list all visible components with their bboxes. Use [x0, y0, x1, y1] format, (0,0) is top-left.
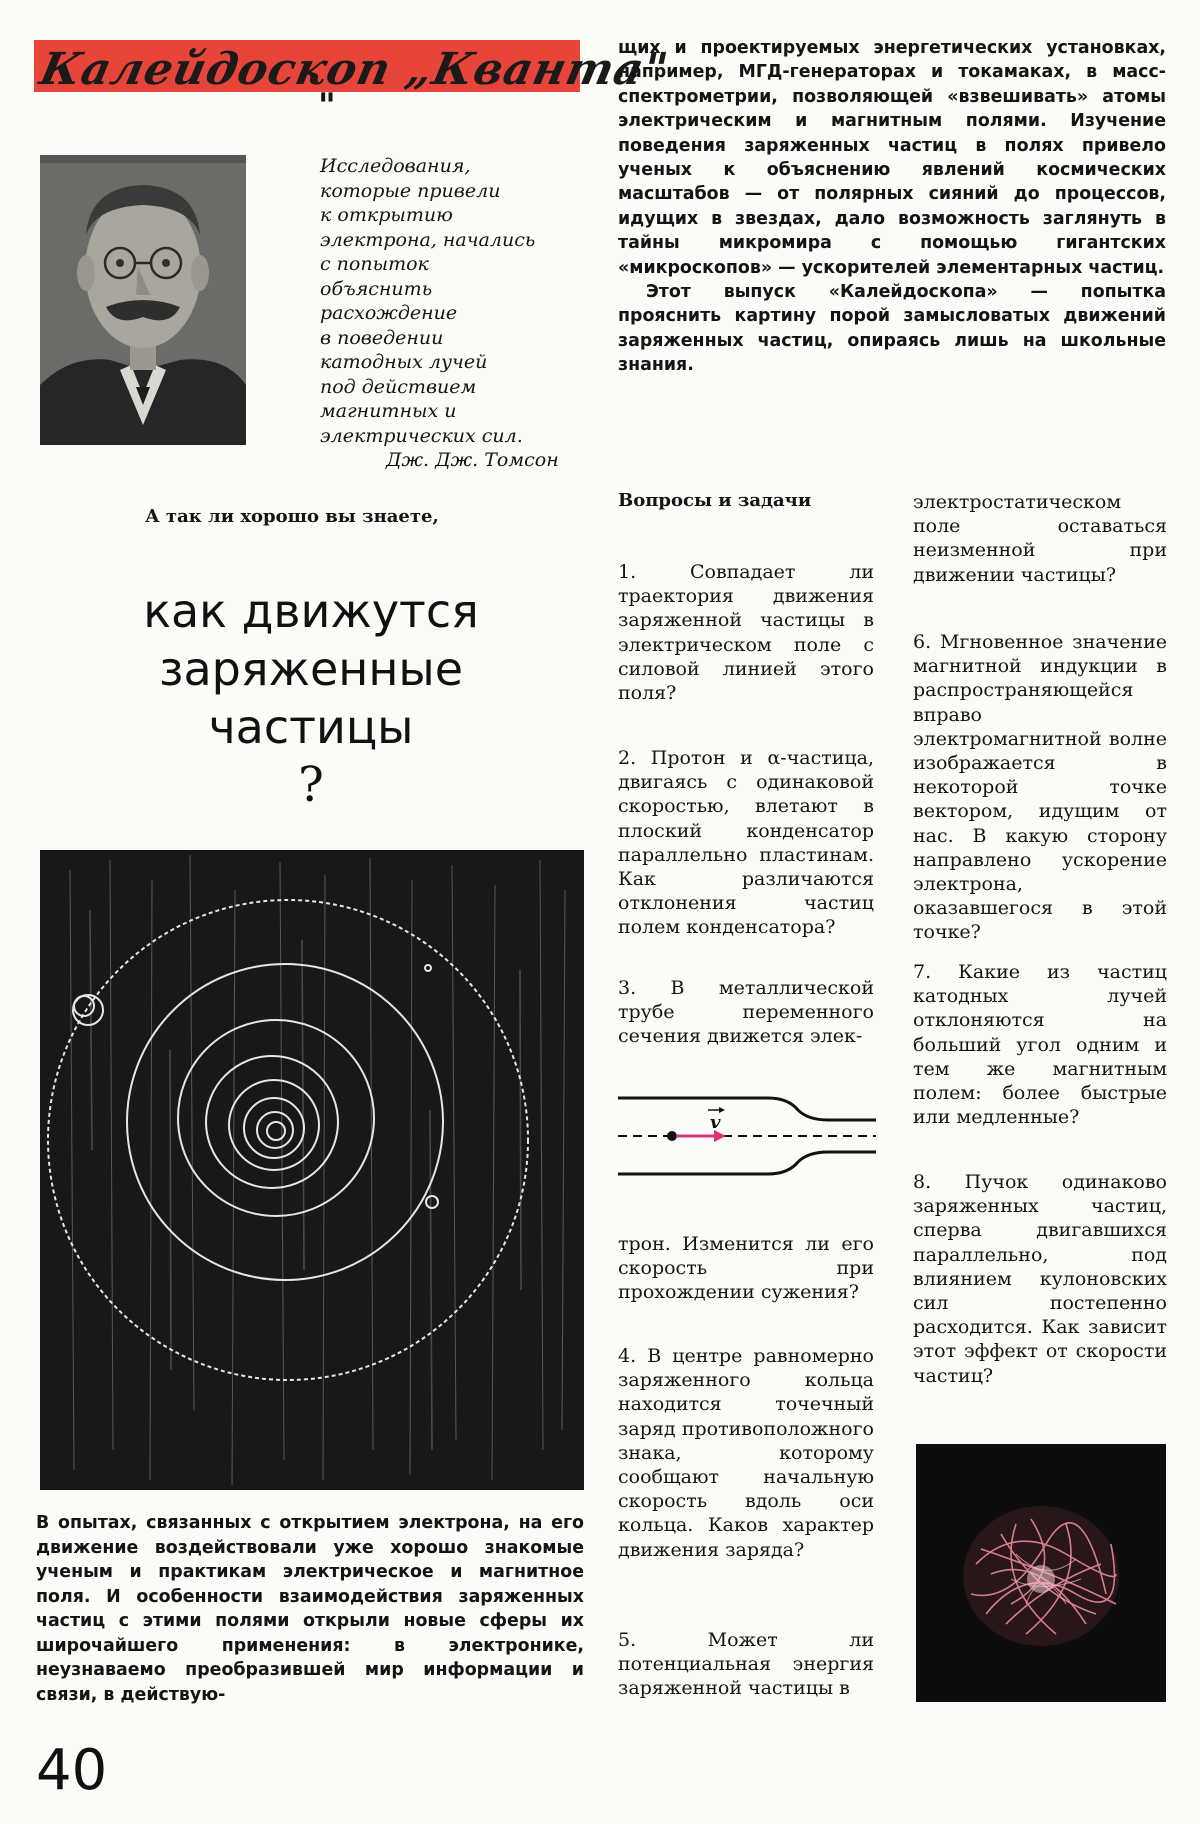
- intro-text: [618, 36, 1166, 378]
- epigraph-line: Исследования,: [320, 155, 471, 177]
- intro-paragraph-1: щих и проектируемых энергетических установках, например, МГД-генераторах и токамаках, в масс-спектрометрии, позволяющей «взвешивать» атомы электрическим и магнитным полями. Изучение поведения заряженных частиц в полях привело ученых к объяснению явлений космических масштабов — от полярных сияний до процессов, идущих в звездах, дало возможность заглянуть в тайны микромира с помощью гигантских «микроскопов» — ускорителей элементарных частиц.: [618, 38, 1166, 278]
- velocity-label: v: [710, 1112, 721, 1133]
- question-5-end: электростатическом поле оставаться неизменной при движении частицы?: [913, 491, 1167, 586]
- header-banner: [34, 40, 674, 95]
- particle-glow-photo: [916, 1444, 1166, 1702]
- question-4: 4. В центре равномерно заряженного кольца находится точечный заряд противоположного знака, которому сообщают начальную скорость вдоль оси кольца. Каков характер движения заряда?: [618, 1345, 874, 1561]
- epigraph-line: с попыток: [320, 253, 429, 275]
- question-3-start: 3. В металлической трубе переменного сечения движется элек-: [618, 977, 874, 1048]
- headline-question-mark: ?: [298, 757, 324, 813]
- banner-quote-mark: ": [318, 86, 336, 126]
- question-2: 2. Протон и α-частица, двигаясь с одинаковой скоростью, влетают в плоский конденсатор параллельно пластинам. Как различаются отклонения частиц полем конденсатора?: [618, 747, 874, 939]
- epigraph-line: в поведении: [320, 326, 444, 349]
- epigraph-line: которые привели: [320, 179, 501, 202]
- question-3-end: трон. Изменится ли его скорость при прохождении сужения?: [618, 1233, 874, 1304]
- epigraph-line: объяснить: [320, 277, 433, 300]
- page-number: 40: [36, 1738, 108, 1803]
- headline-line-1: как движутся: [143, 584, 479, 638]
- article-headline: [36, 582, 586, 814]
- cloud-chamber-photo: [40, 850, 584, 1490]
- headline-line-3: частицы: [208, 700, 414, 754]
- epigraph-line: катодных лучей: [320, 351, 488, 373]
- epigraph-line: электрических сил.: [320, 424, 523, 447]
- question-8: 8. Пучок одинаково заряженных частиц, сперва двигавшихся параллельно, под влиянием кулоновских сил постепенно расходится. Как зависит этот эффект от скорости частиц?: [913, 1171, 1167, 1387]
- epigraph-author: Дж. Дж. Томсон: [386, 449, 559, 471]
- epigraph-line: электрона, начались: [320, 228, 536, 251]
- headline-line-2: заряженные: [158, 642, 464, 696]
- epigraph-line: к открытию: [320, 204, 453, 226]
- questions-heading: Вопросы и задачи: [618, 490, 812, 511]
- intro-paragraph-2: Этот выпуск «Калейдоскопа» — попытка прояснить картину порой замысловатых движений заряженных частиц, опираясь лишь на школьные знания.: [618, 282, 1166, 376]
- question-1: 1. Совпадает ли траектория движения заряженной частицы в электрическом поле с силовой линией этого поля?: [618, 561, 874, 705]
- question-5-start: 5. Может ли потенциальная энергия заряженной частицы в: [618, 1629, 874, 1700]
- epigraph-line: расхождение: [320, 302, 458, 324]
- lead-in: А так ли хорошо вы знаете,: [145, 506, 439, 527]
- banner-title: Калейдоскоп „Кванта": [35, 44, 674, 95]
- epigraph-line: магнитных и: [320, 400, 457, 422]
- epigraph: [320, 154, 590, 448]
- tube-diagram: [618, 1090, 876, 1182]
- question-6: 6. Мгновенное значение магнитной индукции в распространяющейся вправо электромагнитной волне изображается в некоторой точке вектором, идущим от нас. В какую сторону направлено ускорение электрона, оказавшегося в этой точке?: [913, 631, 1167, 944]
- thomson-portrait: [40, 155, 246, 445]
- epigraph-line: под действием: [320, 375, 477, 398]
- article-body: В опытах, связанных с открытием электрона, на его движение воздействовали уже хорошо знакомые ученым и практикам электрическое и магнитное поля. И особенности взаимодействия заряженных частиц с этими полями открыли новые сферы их широчайшего применения: в электронике, неузнаваемо преобразившей мир информации и связи, в действую-: [36, 1513, 584, 1705]
- question-7: 7. Какие из частиц катодных лучей отклоняются на больший угол одним и тем же магнитным полем: более быстрые или медленные?: [913, 961, 1167, 1129]
